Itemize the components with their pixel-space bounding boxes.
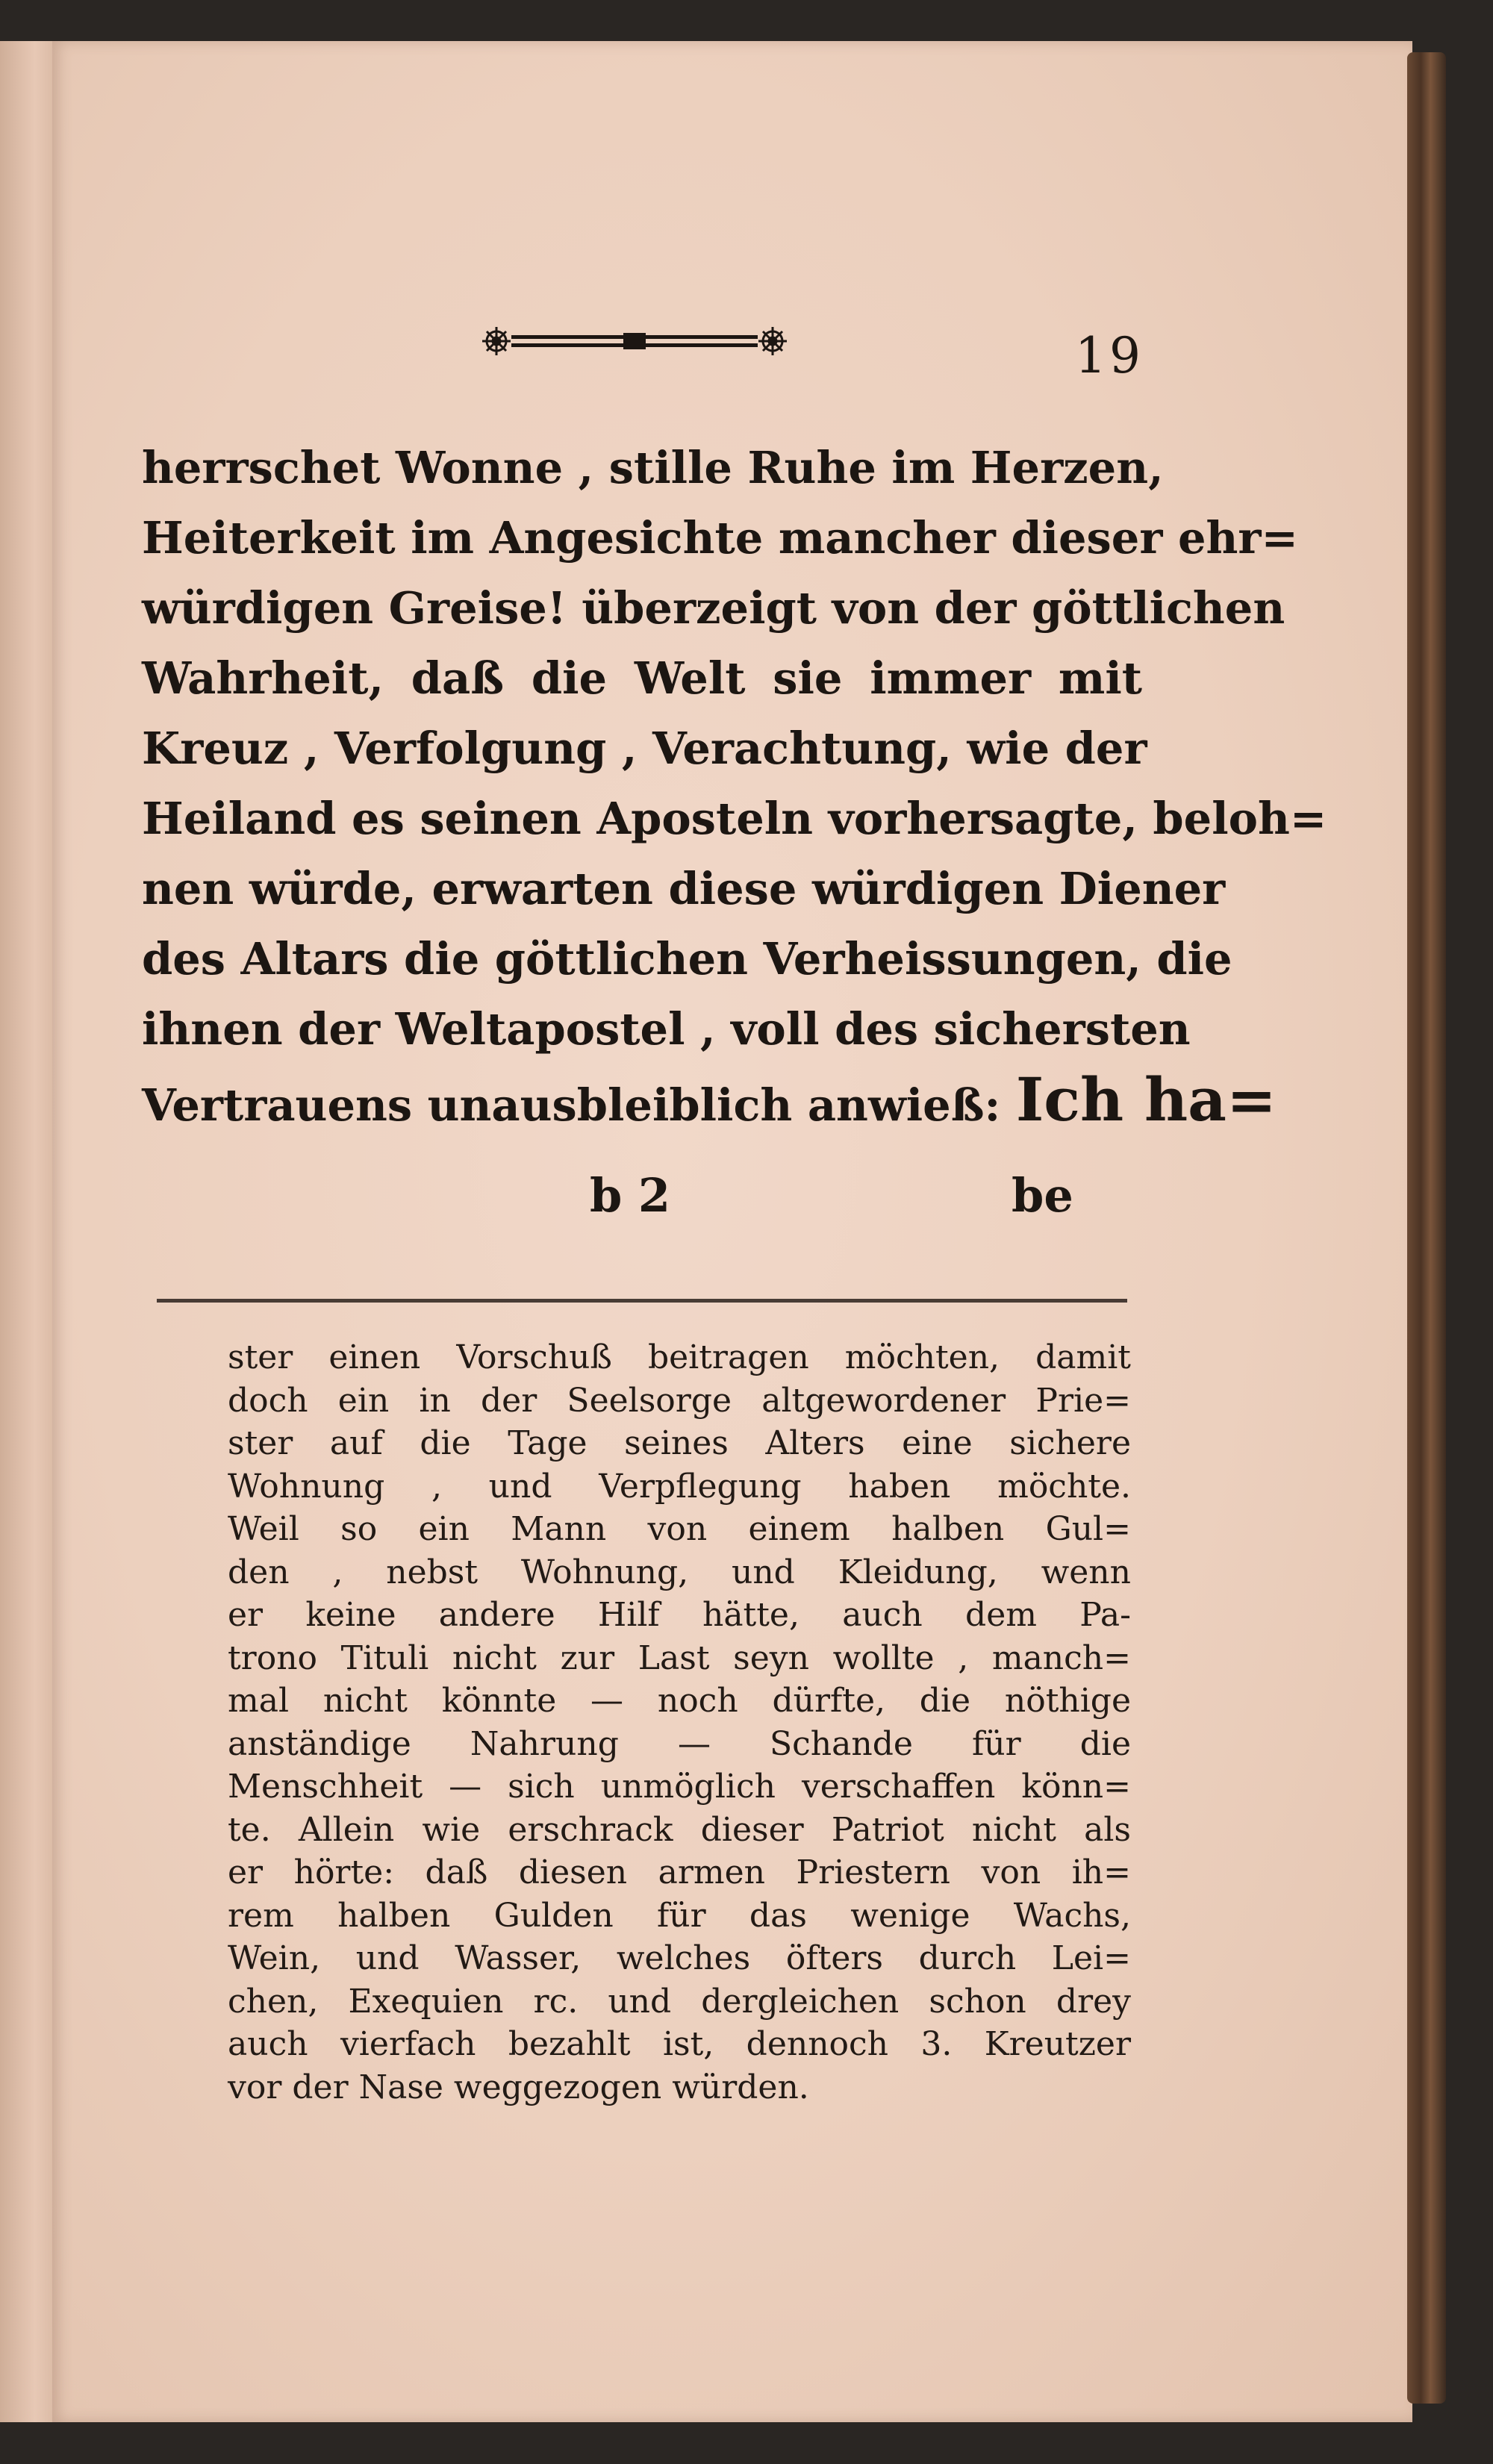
- footnote-line: anständige Nahrung — Schande für die: [228, 1724, 1131, 1763]
- footnote: [228, 1336, 1131, 2109]
- main-line: ihnen der Weltapostel , voll des sichersten: [142, 1003, 1191, 1055]
- main-line: würdigen Greise! überzeigt von der göttlichen: [142, 582, 1285, 634]
- footnote-line: den , nebst Wohnung, und Kleidung, wenn: [228, 1553, 1131, 1591]
- footnote-line: auch vierfach bezahlt ist, dennoch 3. Kreutzer: [228, 2025, 1131, 2063]
- footnote-line: Wein, und Wasser, welches öfters durch Lei=: [228, 1939, 1131, 1977]
- book-cover-edge: [1407, 52, 1446, 2404]
- footnote-line: ster einen Vorschuß beitragen möchten, damit: [228, 1338, 1131, 1376]
- main-line: Wahrheit, daß die Welt sie immer mit: [142, 652, 1142, 704]
- footnote-line: Weil so ein Mann von einem halben Gul=: [228, 1510, 1131, 1548]
- main-line-emphasis: Ich ha=: [1015, 1064, 1277, 1135]
- footnote-line: er keine andere Hilf hätte, auch dem Pa-: [228, 1596, 1131, 1634]
- header-ornament: [478, 322, 791, 360]
- footnote-line: te. Allein wie erschrack dieser Patriot nicht als: [228, 1810, 1131, 1849]
- footnote-line: vor der Nase weggezogen würden.: [228, 2068, 809, 2106]
- footnote-line: ster auf die Tage seines Alters eine sichere: [228, 1424, 1131, 1462]
- main-line-last: [142, 1064, 1277, 1135]
- footnote-line: mal nicht könnte — noch dürfte, die nöthige: [228, 1682, 1131, 1720]
- main-text: [142, 433, 1327, 1135]
- footnote-line: trono Tituli nicht zur Last seyn wollte , manch=: [228, 1638, 1131, 1677]
- signature-mark: b 2: [590, 1168, 671, 1223]
- main-line: Heiland es seinen Aposteln vorhersagte, beloh=: [142, 793, 1327, 844]
- main-line: herrschet Wonne , stille Ruhe im Herzen,: [142, 442, 1164, 493]
- footnote-line: rem halben Gulden für das wenige Wachs,: [228, 1896, 1131, 1935]
- footnote-rule: [157, 1299, 1127, 1303]
- footnote-line: Wohnung , und Verpflegung haben möchte.: [228, 1467, 1131, 1506]
- catchword: be: [1012, 1168, 1073, 1223]
- footnote-line: doch ein in der Seelsorge altgewordener Prie=: [228, 1381, 1131, 1420]
- main-line: Kreuz , Verfolgung , Verachtung, wie der: [142, 723, 1147, 774]
- previous-page-edge: [0, 41, 58, 2422]
- main-line: Heiterkeit im Angesichte mancher dieser ehr=: [142, 512, 1298, 564]
- footnote-line: er hörte: daß diesen armen Priestern von ih=: [228, 1853, 1131, 1891]
- footnote-line: Menschheit — sich unmöglich verschaffen könn=: [228, 1768, 1131, 1806]
- page-number: 19: [1075, 327, 1144, 384]
- main-line: des Altars die göttlichen Verheissungen, die: [142, 933, 1232, 985]
- main-line-text: Vertrauens unausbleiblich anwieß:: [142, 1079, 1001, 1131]
- footnote-line: chen, Exequien rc. und dergleichen schon drey: [228, 1982, 1131, 2021]
- main-line: nen würde, erwarten diese würdigen Diener: [142, 863, 1226, 914]
